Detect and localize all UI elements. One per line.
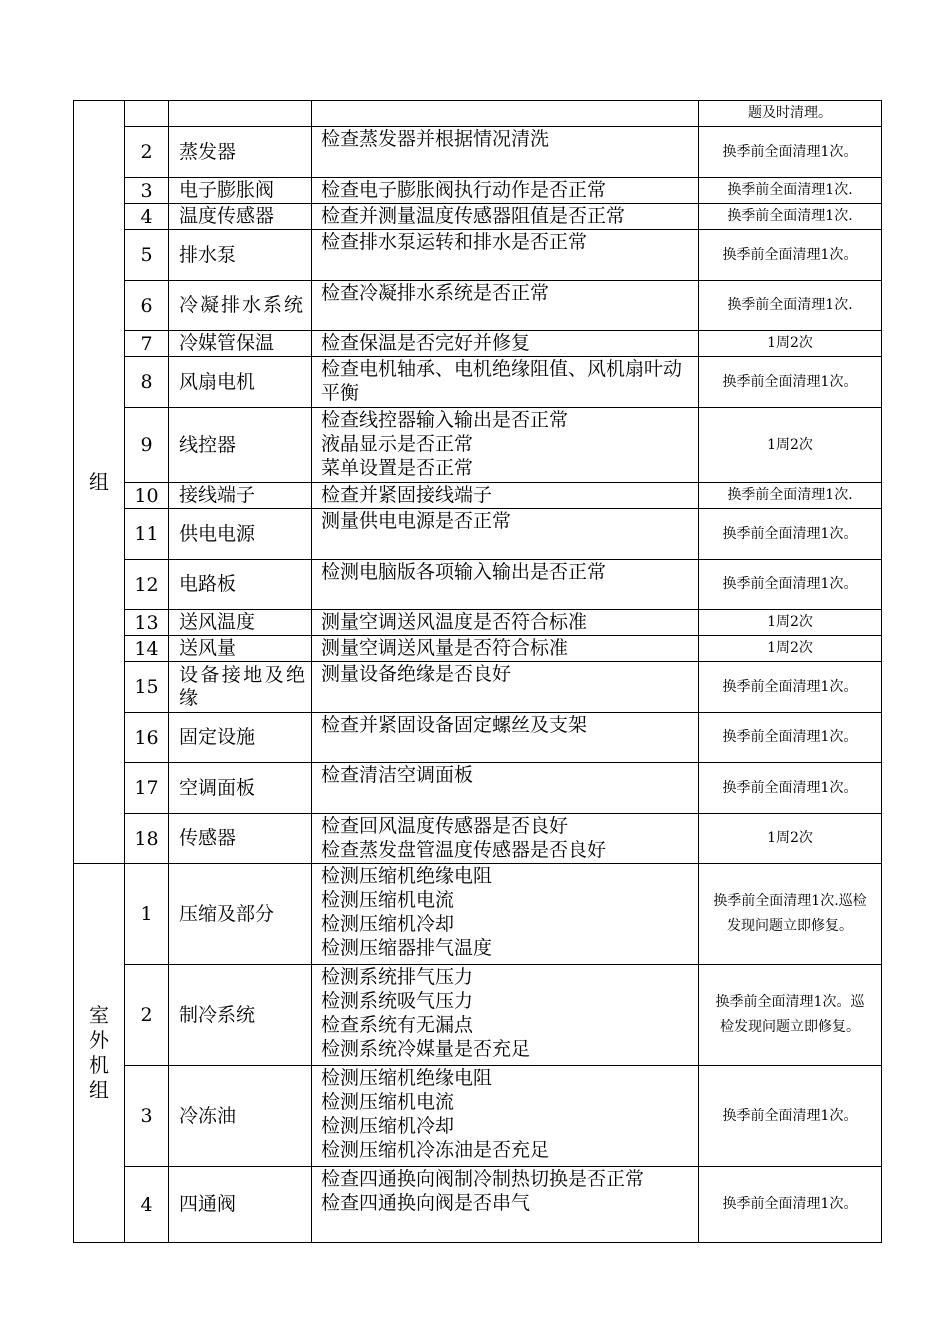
check-line: 检测系统排气压力 (321, 966, 474, 988)
frequency: 1周2次 (699, 331, 882, 357)
item-name: 冷凝排水系统 (169, 281, 312, 331)
frequency: 题及时清理。 (699, 101, 882, 127)
item-name: 接线端子 (169, 483, 312, 509)
table-body (74, 101, 882, 1243)
table-row (74, 763, 882, 814)
check-content (312, 357, 699, 408)
frequency: 换季前全面清理1次.巡检发现问题立即修复。 (699, 864, 882, 965)
item-name: 传感器 (169, 814, 312, 864)
check-line: 测量供电电源是否正常 (321, 510, 512, 532)
table-row (74, 713, 882, 763)
frequency: 1周2次 (699, 814, 882, 864)
check-line: 检查回风温度传感器是否良好 (321, 815, 569, 837)
item-number: 9 (125, 408, 169, 483)
item-number: 8 (125, 357, 169, 408)
check-content (312, 713, 699, 763)
item-number: 3 (125, 178, 169, 204)
check-content (312, 178, 699, 204)
check-line: 检查蒸发器并根据情况清洗 (321, 128, 550, 150)
check-line: 检测压缩机绝缘电阻 (321, 865, 493, 887)
item-name: 送风温度 (169, 610, 312, 636)
item-number: 5 (125, 230, 169, 281)
table-row (74, 127, 882, 178)
indoor-group-cell (74, 101, 125, 864)
check-line: 检查保温是否完好并修复 (321, 332, 531, 354)
item-number: 3 (125, 1066, 169, 1167)
table-row (74, 357, 882, 408)
table-row (74, 1167, 882, 1243)
item-number: 18 (125, 814, 169, 864)
frequency: 换季前全面清理1次. (699, 204, 882, 230)
item-number: 2 (125, 965, 169, 1066)
item-number: 7 (125, 331, 169, 357)
item-number: 4 (125, 204, 169, 230)
item-name: 制冷系统 (169, 965, 312, 1066)
check-line: 菜单设置是否正常 (321, 457, 474, 479)
table-row (74, 560, 882, 610)
check-line: 检测压缩器排气温度 (321, 937, 493, 959)
item-name: 排水泵 (169, 230, 312, 281)
check-content (312, 1066, 699, 1167)
item-name (169, 101, 312, 127)
check-line: 检查四通换向阀是否串气 (321, 1192, 531, 1214)
check-content (312, 127, 699, 178)
frequency: 换季前全面清理1次. (699, 281, 882, 331)
check-line: 检测系统吸气压力 (321, 990, 474, 1012)
frequency: 换季前全面清理1次。 (699, 357, 882, 408)
item-name: 冷媒管保温 (169, 331, 312, 357)
maintenance-table (73, 100, 882, 1243)
item-number: 17 (125, 763, 169, 814)
item-name: 温度传感器 (169, 204, 312, 230)
item-number: 16 (125, 713, 169, 763)
frequency: 1周2次 (699, 636, 882, 662)
item-name: 电子膨胀阀 (169, 178, 312, 204)
check-line: 检查清洁空调面板 (321, 764, 474, 786)
table-row (74, 636, 882, 662)
item-number: 13 (125, 610, 169, 636)
item-name: 冷冻油 (169, 1066, 312, 1167)
frequency: 1周2次 (699, 610, 882, 636)
check-content (312, 763, 699, 814)
frequency: 换季前全面清理1次。 (699, 127, 882, 178)
table-row (74, 101, 882, 127)
table-row (74, 483, 882, 509)
table-row (74, 331, 882, 357)
item-name: 线控器 (169, 408, 312, 483)
check-content (312, 864, 699, 965)
check-line: 检查线控器输入输出是否正常 (321, 409, 569, 431)
check-line: 检查并紧固设备固定螺丝及支架 (321, 714, 588, 736)
outdoor-group-cell-label: 室外机组 (89, 1003, 109, 1102)
frequency: 换季前全面清理1次. (699, 178, 882, 204)
table-row (74, 965, 882, 1066)
check-line: 液晶显示是否正常 (321, 433, 474, 455)
table-row (74, 408, 882, 483)
check-content (312, 331, 699, 357)
item-number: 2 (125, 127, 169, 178)
table-row (74, 204, 882, 230)
check-content (312, 281, 699, 331)
check-line: 检测压缩机冷冻油是否充足 (321, 1139, 550, 1161)
check-line: 检查电机轴承、电机绝缘阻值、风机扇叶动平衡 (321, 358, 683, 404)
frequency: 换季前全面清理1次。 (699, 1066, 882, 1167)
item-name: 供电电源 (169, 509, 312, 560)
check-content (312, 610, 699, 636)
item-number (125, 101, 169, 127)
item-name: 空调面板 (169, 763, 312, 814)
check-content (312, 560, 699, 610)
item-name: 设备接地及绝缘 (169, 662, 312, 713)
check-line: 检测系统冷媒量是否充足 (321, 1038, 531, 1060)
check-line: 检查排水泵运转和排水是否正常 (321, 231, 588, 253)
frequency: 换季前全面清理1次。 (699, 662, 882, 713)
item-name: 固定设施 (169, 713, 312, 763)
check-content (312, 230, 699, 281)
check-line: 检测压缩机电流 (321, 1091, 455, 1113)
item-number: 14 (125, 636, 169, 662)
check-content (312, 1167, 699, 1243)
item-name: 电路板 (169, 560, 312, 610)
check-content (312, 662, 699, 713)
table-row (74, 1066, 882, 1167)
check-content (312, 636, 699, 662)
frequency: 换季前全面清理1次。 (699, 763, 882, 814)
check-line: 测量设备绝缘是否良好 (321, 663, 512, 685)
item-number: 12 (125, 560, 169, 610)
check-line: 检查四通换向阀制冷制热切换是否正常 (321, 1168, 645, 1190)
check-line: 测量空调送风量是否符合标准 (321, 637, 569, 659)
check-content (312, 509, 699, 560)
check-line: 检测压缩机冷却 (321, 1115, 455, 1137)
item-number: 10 (125, 483, 169, 509)
check-line: 检查蒸发盘管温度传感器是否良好 (321, 839, 607, 861)
check-content (312, 814, 699, 864)
check-line: 测量空调送风温度是否符合标准 (321, 611, 588, 633)
frequency: 换季前全面清理1次。 (699, 713, 882, 763)
table-row (74, 814, 882, 864)
check-line: 检测压缩机绝缘电阻 (321, 1067, 493, 1089)
table-row (74, 230, 882, 281)
frequency: 换季前全面清理1次。巡检发现问题立即修复。 (699, 965, 882, 1066)
frequency: 换季前全面清理1次。 (699, 560, 882, 610)
check-line: 检测压缩机冷却 (321, 913, 455, 935)
check-content (312, 101, 699, 127)
item-name: 风扇电机 (169, 357, 312, 408)
item-number: 15 (125, 662, 169, 713)
frequency: 换季前全面清理1次. (699, 483, 882, 509)
table-row (74, 610, 882, 636)
check-content (312, 483, 699, 509)
frequency: 1周2次 (699, 408, 882, 483)
frequency: 换季前全面清理1次。 (699, 509, 882, 560)
item-number: 11 (125, 509, 169, 560)
item-name: 蒸发器 (169, 127, 312, 178)
check-content (312, 408, 699, 483)
table-row (74, 662, 882, 713)
item-number: 1 (125, 864, 169, 965)
table-row (74, 864, 882, 965)
table-row (74, 281, 882, 331)
item-number: 6 (125, 281, 169, 331)
table-row (74, 509, 882, 560)
check-line: 检查并紧固接线端子 (321, 484, 493, 506)
check-line: 检查并测量温度传感器阻值是否正常 (321, 205, 626, 227)
item-name: 送风量 (169, 636, 312, 662)
check-line: 检测压缩机电流 (321, 889, 455, 911)
check-content (312, 965, 699, 1066)
indoor-group-cell-label: 组 (89, 469, 109, 494)
item-name: 压缩及部分 (169, 864, 312, 965)
check-line: 检查冷凝排水系统是否正常 (321, 282, 550, 304)
table-row (74, 178, 882, 204)
check-content (312, 204, 699, 230)
frequency: 换季前全面清理1次。 (699, 230, 882, 281)
outdoor-group-cell (74, 864, 125, 1243)
frequency: 换季前全面清理1次。 (699, 1167, 882, 1243)
check-line: 检查系统有无漏点 (321, 1014, 474, 1036)
item-name: 四通阀 (169, 1167, 312, 1243)
item-number: 4 (125, 1167, 169, 1243)
check-line: 检查电子膨胀阀执行动作是否正常 (321, 179, 607, 201)
check-line: 检测电脑版各项输入输出是否正常 (321, 561, 607, 583)
